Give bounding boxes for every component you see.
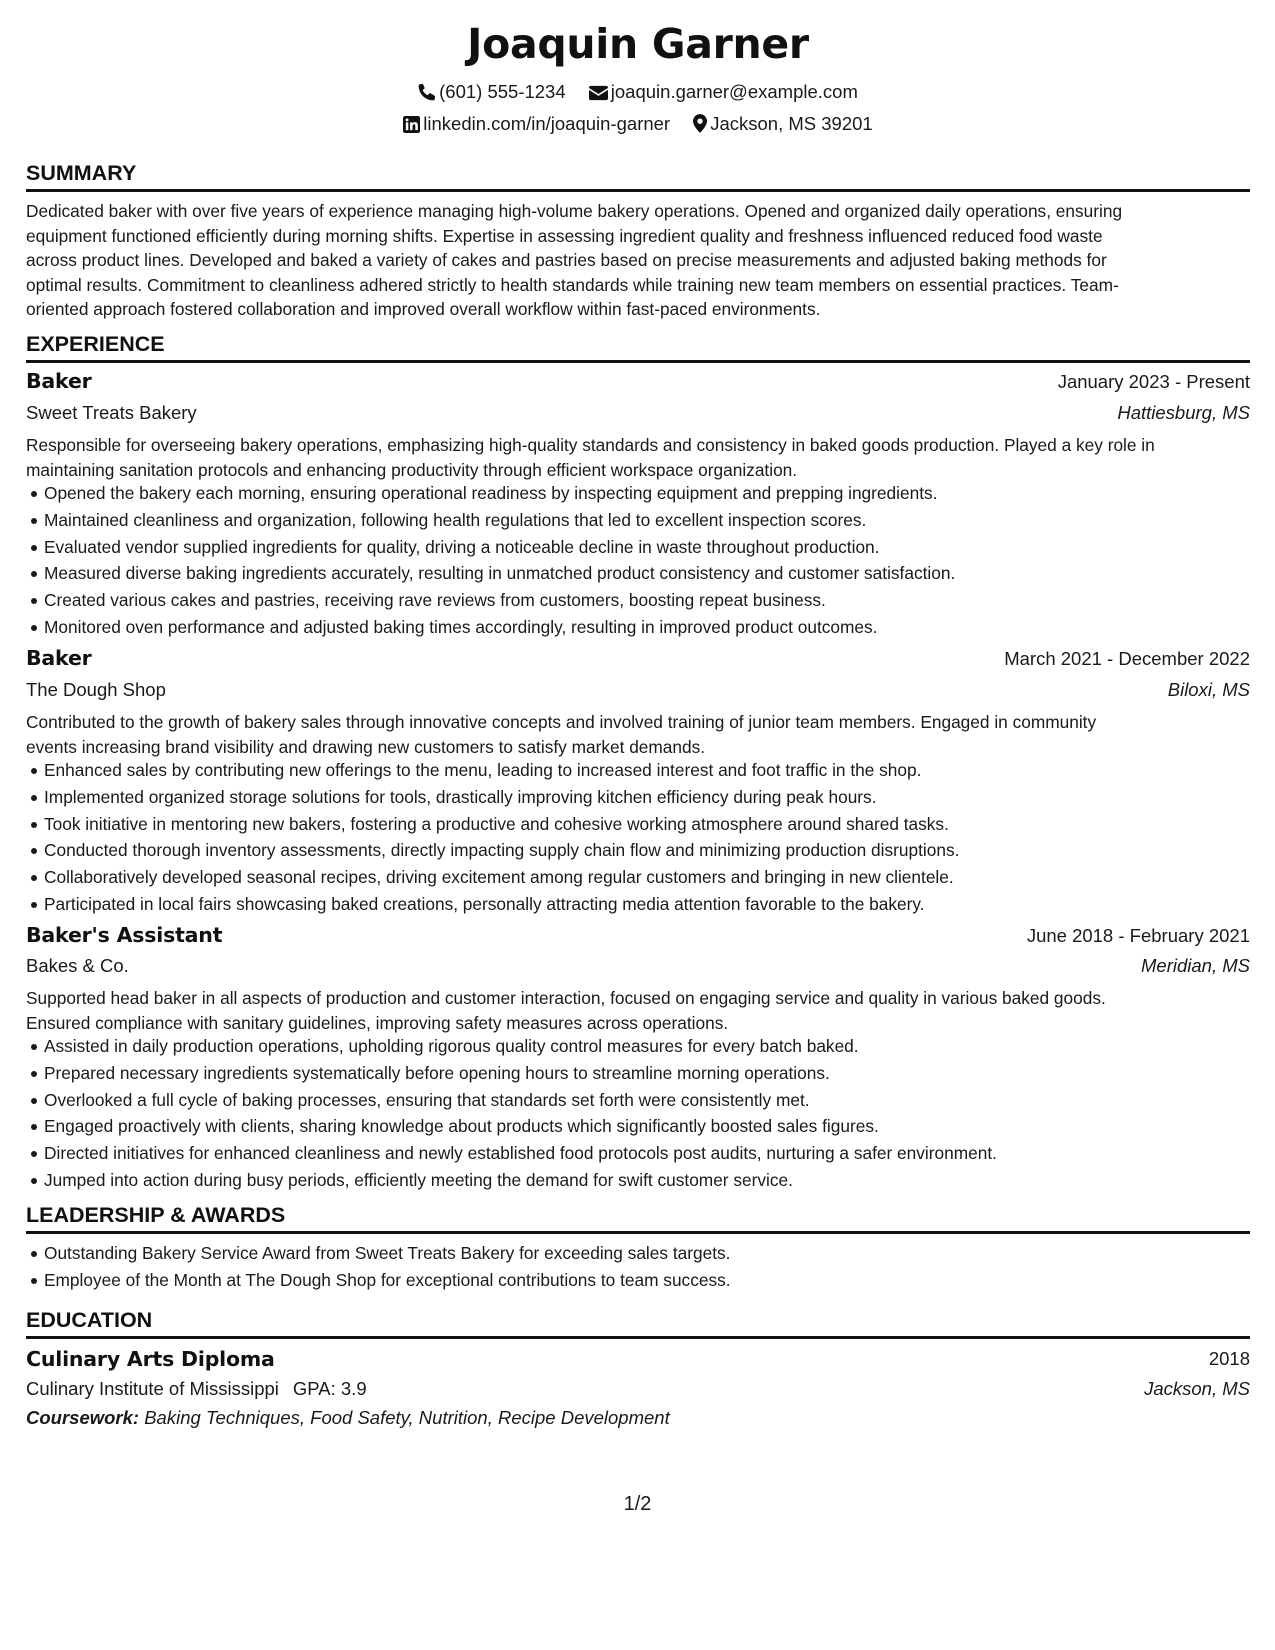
summary-line: Dedicated baker with over five years of experience managing high-volume bakery operations. Opened and organized daily operations, ensuring: [26, 201, 1123, 221]
experience-heading: EXPERIENCE: [26, 331, 1250, 363]
summary-line: oriented approach fostered collaboration and improved overall workflow within fast-paced environments.: [26, 299, 821, 319]
graduation-year: 2018: [1208, 1348, 1250, 1369]
job-summary-line: events increasing brand visibility and drawing new customers to satisfy market demands.: [26, 736, 706, 757]
job-summary-line: Ensured compliance with sanitary guidelines, improving safety measures across operations.: [26, 1012, 729, 1033]
list-item: Participated in local fairs showcasing baked creations, personally attracting media attention favorable to the bakery.: [44, 891, 1268, 918]
email-text: joaquin.garner@example.com: [610, 81, 858, 103]
coursework-label: Coursework:: [26, 1407, 140, 1428]
phone-contact[interactable]: [418, 81, 566, 103]
list-item: Created various cakes and pastries, receiving rave reviews from customers, boosting repeat business.: [44, 587, 1268, 614]
list-item: Assisted in daily production operations, upholding rigorous quality control measures for every batch baked.: [44, 1033, 1268, 1060]
leadership-heading: LEADERSHIP & AWARDS: [26, 1202, 1250, 1234]
job-location: Hattiesburg, MS: [1117, 402, 1250, 423]
phone-icon: [418, 83, 436, 101]
list-item: Conducted thorough inventory assessments, directly impacting supply chain flow and minimizing production disruptions.: [44, 837, 1268, 864]
job-dates: March 2021 - December 2022: [1004, 648, 1250, 669]
job-summary-line: Contributed to the growth of bakery sales through innovative concepts and involved training of junior team members. Engaged in community: [26, 712, 1097, 732]
school-line: [26, 1378, 367, 1400]
job-dates: June 2018 - February 2021: [1026, 925, 1250, 946]
job-company: Sweet Treats Bakery: [26, 402, 197, 423]
job-summary: [26, 710, 1250, 759]
envelope-icon: [589, 85, 608, 101]
summary-text: [26, 199, 1250, 322]
job-bullets: [26, 757, 1268, 918]
summary-line: equipment functioned efficiently during morning shifts. Expertise in assessing ingredient quality and freshness influenced reduced food waste: [26, 225, 1103, 246]
coursework-line: [26, 1407, 670, 1429]
linkedin-contact[interactable]: [403, 113, 670, 135]
job-summary-line: Responsible for overseeing bakery operations, emphasizing high-quality standards and consistency in baked goods production. Played a key role in: [26, 435, 1155, 455]
school-location: Jackson, MS: [1144, 1378, 1250, 1399]
list-item: Maintained cleanliness and organization, following health regulations that led to excellent inspection scores.: [44, 507, 1268, 534]
list-item: Engaged proactively with clients, sharing knowledge about products which significantly boosted sales figures.: [44, 1113, 1268, 1140]
location-contact: [693, 113, 872, 135]
page-number: 1/2: [623, 1493, 652, 1515]
list-item: Collaboratively developed seasonal recipes, driving excitement among regular customers and bringing in new clientele.: [44, 864, 1268, 891]
list-item: Opened the bakery each morning, ensuring operational readiness by inspecting equipment and prepping ingredients.: [44, 480, 1268, 507]
job-title: Baker's Assistant: [26, 923, 223, 947]
job-bullets: [26, 480, 1268, 641]
degree-title: Culinary Arts Diploma: [26, 1347, 275, 1371]
job-summary-line: maintaining sanitation protocols and enhancing productivity through efficient workspace organization.: [26, 459, 798, 480]
list-item: Implemented organized storage solutions for tools, drastically improving kitchen efficiency during peak hours.: [44, 784, 1268, 811]
linkedin-text: linkedin.com/in/joaquin-garner: [423, 113, 671, 135]
map-pin-icon: [693, 114, 707, 133]
list-item: Took initiative in mentoring new bakers, fostering a productive and cohesive working atmosphere around shared tasks.: [44, 811, 1268, 838]
list-item: Directed initiatives for enhanced cleanliness and newly established food protocols post audits, nurturing a safer environment.: [44, 1140, 1268, 1167]
coursework-list: Baking Techniques, Food Safety, Nutrition, Recipe Development: [144, 1407, 670, 1428]
contact-row-1: [26, 80, 1250, 103]
list-item: Employee of the Month at The Dough Shop for exceptional contributions to team success.: [44, 1267, 1268, 1294]
job-title: Baker: [26, 646, 92, 670]
location-text: Jackson, MS 39201: [710, 113, 873, 135]
education-heading: EDUCATION: [26, 1307, 1250, 1339]
list-item: Measured diverse baking ingredients accurately, resulting in unmatched product consistency and customer satisfaction.: [44, 560, 1268, 587]
summary-line: optimal results. Commitment to cleanliness adhered strictly to health standards while training new team members on essential practices. Team-: [26, 274, 1119, 295]
job-title: Baker: [26, 369, 92, 393]
job-company: Bakes & Co.: [26, 955, 129, 976]
list-item: Jumped into action during busy periods, efficiently meeting the demand for swift customer service.: [44, 1167, 1268, 1194]
job-summary-line: Supported head baker in all aspects of production and customer interaction, focused on engaging service and quality in various baked goods.: [26, 988, 1106, 1008]
list-item: Prepared necessary ingredients systematically before opening hours to streamline morning operations.: [44, 1060, 1268, 1087]
job-summary: [26, 986, 1250, 1035]
list-item: Outstanding Bakery Service Award from Sweet Treats Bakery for exceeding sales targets.: [44, 1240, 1268, 1267]
contact-row-2: [26, 112, 1250, 135]
job-bullets: [26, 1033, 1268, 1194]
summary-line: across product lines. Developed and baked a variety of cakes and pastries based on precise measurements and adjusted baking methods for: [26, 250, 1107, 270]
summary-heading: SUMMARY: [26, 160, 1250, 192]
leadership-bullets: [26, 1240, 1268, 1294]
job-dates: January 2023 - Present: [1057, 371, 1250, 392]
school-name: Culinary Institute of Mississippi: [26, 1378, 279, 1399]
linkedin-icon: [403, 116, 420, 133]
job-company: The Dough Shop: [26, 679, 166, 700]
resume-page: [26, 0, 1250, 1650]
list-item: Monitored oven performance and adjusted baking times accordingly, resulting in improved product outcomes.: [44, 614, 1268, 641]
gpa: GPA: 3.9: [292, 1378, 367, 1399]
job-summary: [26, 433, 1250, 482]
email-contact[interactable]: [589, 81, 858, 103]
candidate-name: Joaquin Garner: [467, 20, 809, 68]
list-item: Overlooked a full cycle of baking processes, ensuring that standards set forth were consistently met.: [44, 1087, 1268, 1114]
job-location: Biloxi, MS: [1167, 679, 1250, 700]
list-item: Enhanced sales by contributing new offerings to the menu, leading to increased interest and foot traffic in the shop.: [44, 757, 1268, 784]
job-location: Meridian, MS: [1141, 955, 1250, 976]
list-item: Evaluated vendor supplied ingredients for quality, driving a noticeable decline in waste throughout production.: [44, 534, 1268, 561]
phone-text: (601) 555-1234: [439, 81, 566, 103]
